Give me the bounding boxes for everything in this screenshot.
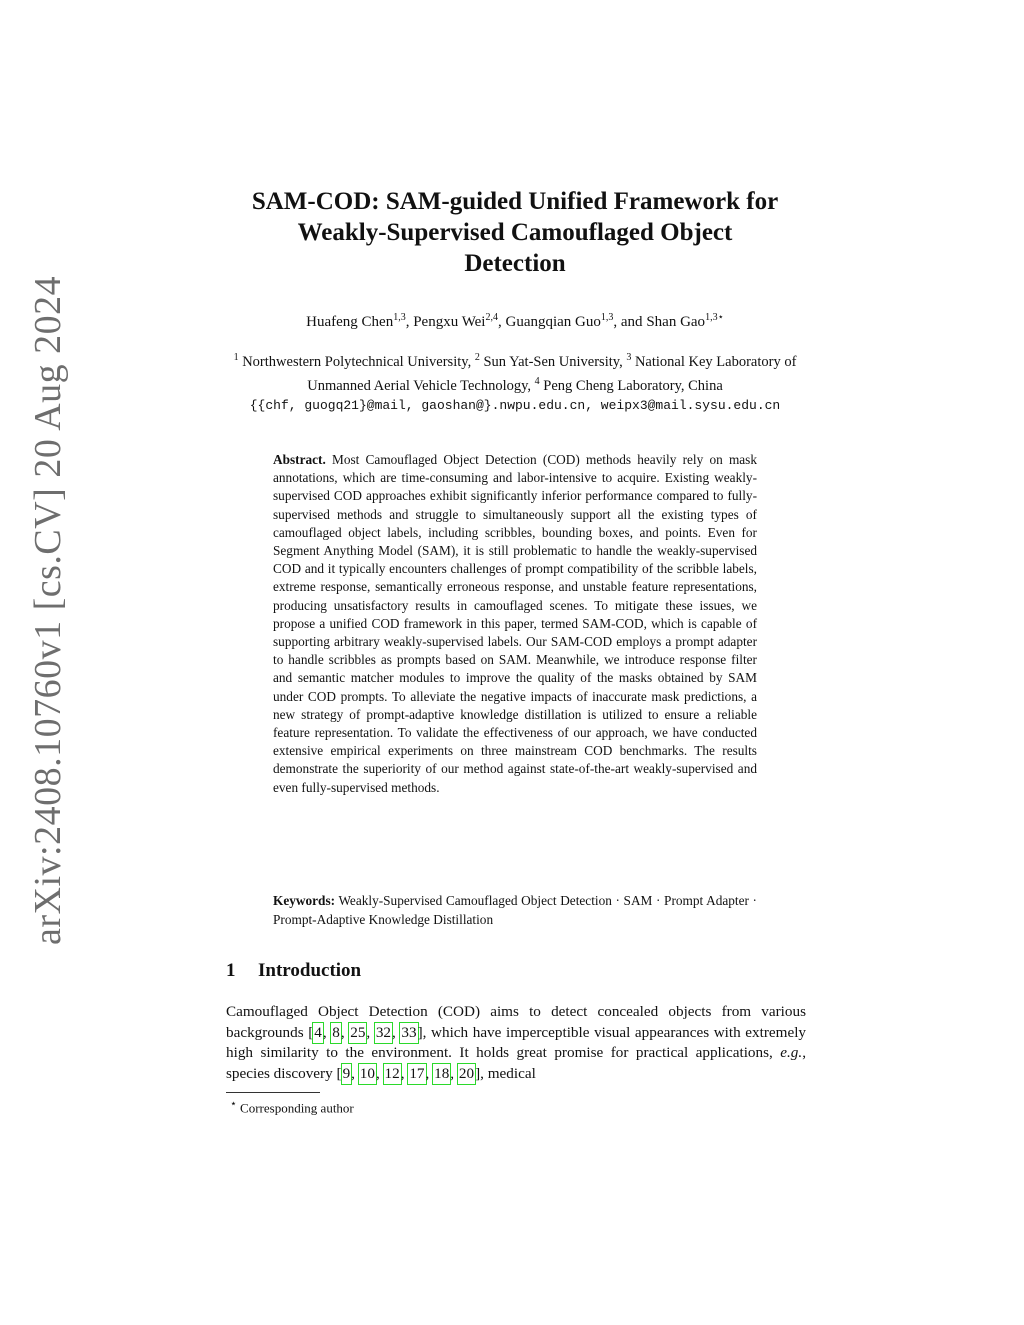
footnote-mark: ⋆ bbox=[230, 1098, 237, 1110]
citation-link[interactable]: 33 bbox=[400, 1023, 417, 1044]
section-heading bbox=[226, 960, 361, 982]
abstract-label: Abstract. bbox=[273, 452, 326, 467]
section-title: Introduction bbox=[258, 960, 362, 981]
author-name: Huafeng Chen bbox=[306, 314, 394, 330]
author-affil-sup: 1,3 bbox=[393, 312, 406, 323]
section-number: 1 bbox=[226, 960, 236, 981]
keywords bbox=[273, 891, 757, 929]
title-line-3: Detection bbox=[464, 250, 566, 277]
citation-link[interactable]: 9 bbox=[342, 1064, 352, 1085]
author-affil-sup: 1,3 bbox=[600, 312, 614, 323]
intro-paragraph: Camouflaged Object Detection (COD) aims to detect concealed objects from various backgrounds [4, 8, 25, 32, 33], which have imperceptible visual appearances with extremely high similarity to the environment. It holds great promise for practical applications, e.g., species discovery [9, 10, 12, 17, 18, 20], medical bbox=[226, 1002, 806, 1084]
author-name: Guangqian Guo bbox=[505, 314, 601, 330]
keywords-text: Weakly-Supervised Camouflaged Object Detection · SAM · Prompt Adapter · Prompt-Adaptive Knowledge Distillation bbox=[273, 893, 757, 927]
paper-title bbox=[200, 186, 830, 279]
abstract bbox=[273, 451, 757, 797]
arxiv-identifier: arXiv:2408.10760v1 [cs.CV] 20 Aug 2024 bbox=[27, 275, 69, 945]
citation-link[interactable]: 8 bbox=[331, 1023, 341, 1044]
citation-link[interactable]: 10 bbox=[359, 1064, 376, 1085]
affiliations: $^1$ Northwestern Polytechnical University, $^2$ Sun Yat-Sen University, $^3$ National Key Laboratory of Unmanned Aerial Vehicle Technology, $^4$ Peng Cheng Laboratory, China {{chf, guogq21}@mail, gaoshan@}.nwpu.edu.cn, weipx3@mail.sysu.edu.cn bbox=[233, 352, 797, 413]
author-list: Huafeng Chen$^{1,3}$, Pengxu Wei$^{2,4}$, Guangqian Guo$^{1,3}$, and Shan Gao$^{1,3⋆}$ bbox=[306, 312, 724, 330]
citation-link[interactable]: 25 bbox=[349, 1023, 366, 1044]
footnote-divider bbox=[226, 1092, 320, 1093]
affiliation-2: Sun Yat-Sen University, bbox=[479, 353, 627, 370]
author-emails: {{chf, guogq21}@mail, gaoshan@}.nwpu.edu.cn, weipx3@mail.sysu.edu.cn bbox=[249, 397, 781, 413]
affiliation-3: National Key Laboratory of Unmanned Aerial Vehicle Technology, bbox=[307, 353, 797, 394]
citation-link[interactable]: 4 bbox=[313, 1023, 323, 1044]
author-affil-sup: 2,4 bbox=[485, 312, 498, 323]
citation-link[interactable]: 32 bbox=[375, 1023, 392, 1044]
title-line-2: Weakly-Supervised Camouflaged Object bbox=[297, 219, 733, 246]
author-name: Pengxu Wei bbox=[413, 314, 486, 330]
citation-link[interactable]: 17 bbox=[408, 1064, 425, 1085]
author-affil-sup: 1,3⋆ bbox=[705, 312, 724, 323]
footnote bbox=[230, 1097, 354, 1116]
citation-link[interactable]: 20 bbox=[458, 1064, 475, 1085]
footnote-text: Corresponding author bbox=[236, 1100, 354, 1116]
keywords-label: Keywords: bbox=[273, 893, 336, 908]
title-line-1: SAM-COD: SAM-guided Unified Framework for bbox=[251, 188, 779, 215]
abstract-text: Most Camouflaged Object Detection (COD) methods heavily rely on mask annotations, which are time-consuming and labor-intensive to acquire. Existing weakly-supervised COD approaches exhibit significantly inferior performance compared to fully-supervised methods and struggle to simultaneously support all the existing types of camouflaged object labels, including scribbles, bounding boxes, and points. Even for Segment Anything Model (SAM), it is still problematic to handle the weakly-supervised COD and it typically encounters challenges of prompt compatibility of the scribble labels, extreme response, semantically erroneous response, and unstable feature representations, producing unsatisfactory results in camouflaged scenes. To mitigate these issues, we propose a unified COD framework in this paper, termed SAM-COD, which is capable of supporting arbitrary weakly-supervised labels. Our SAM-COD employs a prompt adapter to handle scribbles as prompts based on SAM. Meanwhile, we introduce response filter and semantic matcher modules to improve the quality of the masks obtained by SAM under COD prompts. To alleviate the negative impacts of inaccurate mask predictions, a new strategy of prompt-adaptive knowledge distillation is utilized to ensure a reliable feature representation. To validate the effectiveness of our approach, we have conducted extensive empirical experiments on three mainstream COD benchmarks. The results demonstrate the superiority of our method against state-of-the-art weakly-supervised and even fully-supervised methods. bbox=[273, 452, 758, 795]
affiliation-4: Peng Cheng Laboratory, China bbox=[539, 377, 723, 394]
citation-link[interactable]: 12 bbox=[384, 1064, 401, 1085]
affiliation-1: Northwestern Polytechnical University, bbox=[238, 353, 475, 370]
author-name: Shan Gao bbox=[646, 314, 706, 330]
citation-link[interactable]: 18 bbox=[433, 1064, 450, 1085]
